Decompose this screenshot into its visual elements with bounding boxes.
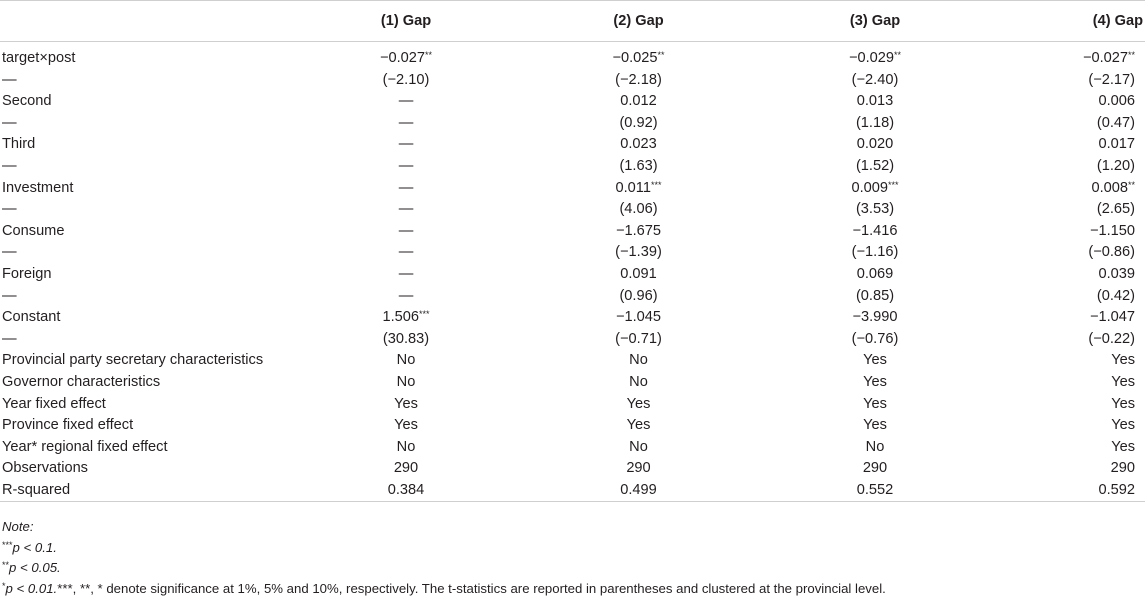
cell-value: (0.85) bbox=[856, 288, 894, 304]
row-label: Province fixed effect bbox=[0, 415, 300, 437]
table-cell bbox=[300, 372, 496, 394]
cell-value: Yes bbox=[1111, 396, 1135, 412]
table-row bbox=[0, 480, 1145, 502]
table-cell bbox=[917, 350, 1145, 372]
cell-value: 0.017 bbox=[1098, 136, 1135, 152]
table-row bbox=[0, 221, 1145, 243]
table-cell bbox=[300, 70, 496, 92]
table-cell bbox=[917, 221, 1145, 243]
table-cell bbox=[701, 286, 917, 308]
cell-value: 290 bbox=[863, 460, 887, 476]
row-label: — bbox=[0, 242, 300, 264]
row-label: — bbox=[0, 286, 300, 308]
cell-value: 0.552 bbox=[857, 482, 894, 498]
cell-value: (0.92) bbox=[619, 115, 657, 131]
cell-value: — bbox=[399, 93, 414, 109]
table-cell bbox=[701, 307, 917, 329]
cell-value: −0.029 bbox=[849, 50, 894, 66]
cell-value: −3.990 bbox=[852, 309, 897, 325]
significance-stars: ** bbox=[425, 50, 432, 60]
significance-stars: *** bbox=[419, 309, 430, 319]
cell-value: No bbox=[629, 374, 648, 390]
table-cell bbox=[496, 480, 701, 502]
table-cell bbox=[917, 437, 1145, 459]
table-cell bbox=[496, 394, 701, 416]
cell-value: 0.592 bbox=[1098, 482, 1135, 498]
row-label: R-squared bbox=[0, 480, 300, 502]
table-cell bbox=[701, 264, 917, 286]
table-cell bbox=[701, 134, 917, 156]
note-line-1 bbox=[2, 538, 1142, 559]
cell-value: 0.020 bbox=[857, 136, 894, 152]
table-cell bbox=[701, 199, 917, 221]
table-cell bbox=[917, 329, 1145, 351]
cell-value: 1.506 bbox=[382, 309, 419, 325]
table-cell bbox=[496, 329, 701, 351]
table-cell bbox=[496, 372, 701, 394]
cell-value: −0.027 bbox=[1083, 50, 1128, 66]
table-row bbox=[0, 156, 1145, 178]
cell-value: 0.069 bbox=[857, 266, 894, 282]
table-cell bbox=[701, 350, 917, 372]
cell-value: −1.416 bbox=[852, 223, 897, 239]
cell-value: No bbox=[397, 374, 416, 390]
cell-value: (1.20) bbox=[1097, 158, 1135, 174]
cell-value: — bbox=[399, 180, 414, 196]
cell-value: — bbox=[399, 223, 414, 239]
cell-value: −1.045 bbox=[616, 309, 661, 325]
table-cell bbox=[300, 415, 496, 437]
table-cell bbox=[300, 221, 496, 243]
row-label: Consume bbox=[0, 221, 300, 243]
table-cell bbox=[496, 415, 701, 437]
cell-value: Yes bbox=[1111, 417, 1135, 433]
table-row bbox=[0, 437, 1145, 459]
cell-value: No bbox=[866, 439, 885, 455]
cell-value: No bbox=[397, 352, 416, 368]
table-cell bbox=[496, 91, 701, 113]
table-cell bbox=[917, 199, 1145, 221]
significance-stars: *** bbox=[888, 180, 899, 190]
table-row bbox=[0, 415, 1145, 437]
cell-value: (0.96) bbox=[619, 288, 657, 304]
note-title: Note: bbox=[2, 517, 1142, 538]
cell-value: 0.091 bbox=[620, 266, 657, 282]
cell-value: — bbox=[399, 266, 414, 282]
row-label: Governor characteristics bbox=[0, 372, 300, 394]
cell-value: 0.008 bbox=[1091, 180, 1128, 196]
table-cell bbox=[701, 70, 917, 92]
cell-value: −0.027 bbox=[380, 50, 425, 66]
cell-value: 290 bbox=[626, 460, 650, 476]
cell-value: — bbox=[399, 201, 414, 217]
cell-value: Yes bbox=[1111, 352, 1135, 368]
table-cell bbox=[300, 329, 496, 351]
table-row bbox=[0, 42, 1145, 70]
table-body bbox=[0, 42, 1145, 502]
cell-value: (−2.17) bbox=[1088, 72, 1135, 88]
row-label: — bbox=[0, 156, 300, 178]
header-col-1: (1) Gap bbox=[300, 1, 496, 42]
table-row bbox=[0, 178, 1145, 200]
table-cell bbox=[917, 480, 1145, 502]
table-cell bbox=[917, 91, 1145, 113]
table-cell bbox=[496, 42, 701, 70]
note-line-2-text: p < 0.05. bbox=[9, 560, 61, 575]
cell-value: No bbox=[629, 352, 648, 368]
row-label: — bbox=[0, 113, 300, 135]
table-row bbox=[0, 91, 1145, 113]
table-cell bbox=[917, 307, 1145, 329]
table-cell bbox=[300, 178, 496, 200]
significance-stars: ** bbox=[1128, 50, 1135, 60]
row-label: Year* regional fixed effect bbox=[0, 437, 300, 459]
row-label: target×post bbox=[0, 42, 300, 70]
cell-value: (−1.16) bbox=[852, 244, 899, 260]
cell-value: 0.009 bbox=[851, 180, 888, 196]
cell-value: (1.52) bbox=[856, 158, 894, 174]
cell-value: (4.06) bbox=[619, 201, 657, 217]
table-cell bbox=[300, 307, 496, 329]
table-cell bbox=[496, 178, 701, 200]
table-cell bbox=[496, 113, 701, 135]
table-row bbox=[0, 113, 1145, 135]
table-cell bbox=[496, 156, 701, 178]
table-cell bbox=[701, 329, 917, 351]
table-row bbox=[0, 372, 1145, 394]
table-header bbox=[0, 1, 1145, 42]
table-row bbox=[0, 264, 1145, 286]
table-cell bbox=[917, 242, 1145, 264]
table-cell bbox=[300, 480, 496, 502]
header-col-3: (3) Gap bbox=[701, 1, 917, 42]
table-cell bbox=[917, 156, 1145, 178]
note-line-3-rest: ***, **, * denote significance at 1%, 5% and 10%, respectively. The t-statistics are reported in parentheses and clustered at the provincial level. bbox=[57, 581, 886, 596]
note-line-1-text: p < 0.1. bbox=[13, 540, 57, 555]
cell-value: 0.499 bbox=[620, 482, 657, 498]
table-cell bbox=[496, 264, 701, 286]
table-cell bbox=[496, 134, 701, 156]
table-cell bbox=[701, 113, 917, 135]
table-cell bbox=[917, 458, 1145, 480]
cell-value: 0.039 bbox=[1098, 266, 1135, 282]
table-cell bbox=[701, 91, 917, 113]
table-cell bbox=[300, 350, 496, 372]
cell-value: (0.42) bbox=[1097, 288, 1135, 304]
header-col-4: (4) Gap bbox=[917, 1, 1145, 42]
cell-value: Yes bbox=[863, 352, 887, 368]
table-cell bbox=[917, 264, 1145, 286]
cell-value: Yes bbox=[863, 374, 887, 390]
cell-value: — bbox=[399, 244, 414, 260]
cell-value: (−0.86) bbox=[1088, 244, 1135, 260]
table-row bbox=[0, 199, 1145, 221]
cell-value: (30.83) bbox=[383, 331, 429, 347]
cell-value: 0.012 bbox=[620, 93, 657, 109]
table-cell bbox=[300, 242, 496, 264]
cell-value: (−2.10) bbox=[383, 72, 430, 88]
table-cell bbox=[496, 242, 701, 264]
cell-value: Yes bbox=[1111, 374, 1135, 390]
note-line-1-stars: *** bbox=[2, 540, 13, 550]
cell-value: No bbox=[629, 439, 648, 455]
table-cell bbox=[300, 394, 496, 416]
row-label: Investment bbox=[0, 178, 300, 200]
cell-value: — bbox=[399, 288, 414, 304]
note-line-3-star: * bbox=[2, 581, 6, 591]
table-row bbox=[0, 242, 1145, 264]
significance-stars: ** bbox=[1128, 180, 1135, 190]
cell-value: −1.047 bbox=[1090, 309, 1135, 325]
table-cell bbox=[701, 372, 917, 394]
cell-value: Yes bbox=[1111, 439, 1135, 455]
table-cell bbox=[496, 221, 701, 243]
table-cell bbox=[917, 70, 1145, 92]
table-cell bbox=[300, 91, 496, 113]
cell-value: 290 bbox=[1111, 460, 1135, 476]
table-row bbox=[0, 307, 1145, 329]
cell-value: Yes bbox=[627, 417, 651, 433]
cell-value: (−2.18) bbox=[615, 72, 662, 88]
cell-value: Yes bbox=[394, 396, 418, 412]
table-notes bbox=[2, 517, 1142, 599]
table-cell bbox=[917, 42, 1145, 70]
significance-stars: ** bbox=[658, 50, 665, 60]
row-label: — bbox=[0, 199, 300, 221]
table-cell bbox=[496, 458, 701, 480]
table-cell bbox=[701, 437, 917, 459]
cell-value: 0.384 bbox=[388, 482, 425, 498]
table-cell bbox=[701, 221, 917, 243]
table-row bbox=[0, 350, 1145, 372]
table-row bbox=[0, 134, 1145, 156]
table-cell bbox=[917, 372, 1145, 394]
cell-value: (−1.39) bbox=[615, 244, 662, 260]
table-cell bbox=[701, 458, 917, 480]
cell-value: (−0.76) bbox=[852, 331, 899, 347]
table-cell bbox=[300, 113, 496, 135]
cell-value: −1.150 bbox=[1090, 223, 1135, 239]
table-cell bbox=[917, 286, 1145, 308]
note-line-2 bbox=[2, 558, 1142, 579]
cell-value: 290 bbox=[394, 460, 418, 476]
significance-stars: ** bbox=[894, 50, 901, 60]
table-cell bbox=[917, 113, 1145, 135]
cell-value: Yes bbox=[863, 417, 887, 433]
table-cell bbox=[300, 156, 496, 178]
cell-value: No bbox=[397, 439, 416, 455]
table-row bbox=[0, 286, 1145, 308]
header-label-cell bbox=[0, 1, 300, 42]
row-label: Year fixed effect bbox=[0, 394, 300, 416]
cell-value: — bbox=[399, 115, 414, 131]
cell-value: (1.18) bbox=[856, 115, 894, 131]
table-row bbox=[0, 458, 1145, 480]
table-cell bbox=[701, 394, 917, 416]
row-label: Third bbox=[0, 134, 300, 156]
cell-value: 0.013 bbox=[857, 93, 894, 109]
table-cell bbox=[300, 134, 496, 156]
note-line-3-p: p < 0.01. bbox=[6, 581, 58, 596]
header-col-2: (2) Gap bbox=[496, 1, 701, 42]
table-cell bbox=[496, 437, 701, 459]
cell-value: (−0.71) bbox=[615, 331, 662, 347]
table-cell bbox=[701, 415, 917, 437]
cell-value: (1.63) bbox=[619, 158, 657, 174]
table-cell bbox=[300, 42, 496, 70]
table-cell bbox=[917, 178, 1145, 200]
row-label: — bbox=[0, 70, 300, 92]
table-cell bbox=[496, 70, 701, 92]
table-row bbox=[0, 70, 1145, 92]
table-cell bbox=[300, 199, 496, 221]
note-line-3 bbox=[2, 579, 1142, 599]
table-cell bbox=[701, 178, 917, 200]
table-cell bbox=[300, 458, 496, 480]
table-cell bbox=[300, 286, 496, 308]
cell-value: (−0.22) bbox=[1088, 331, 1135, 347]
table-cell bbox=[701, 156, 917, 178]
table-cell bbox=[496, 307, 701, 329]
table-cell bbox=[496, 350, 701, 372]
table-cell bbox=[701, 242, 917, 264]
table-cell bbox=[917, 134, 1145, 156]
row-label: Observations bbox=[0, 458, 300, 480]
cell-value: 0.011 bbox=[616, 180, 651, 196]
cell-value: Yes bbox=[627, 396, 651, 412]
cell-value: (2.65) bbox=[1097, 201, 1135, 217]
cell-value: 0.023 bbox=[620, 136, 657, 152]
table-row bbox=[0, 394, 1145, 416]
table-cell bbox=[917, 394, 1145, 416]
row-label: Constant bbox=[0, 307, 300, 329]
table-cell bbox=[300, 264, 496, 286]
cell-value: — bbox=[399, 136, 414, 152]
cell-value: (3.53) bbox=[856, 201, 894, 217]
significance-stars: *** bbox=[651, 180, 662, 190]
table-cell bbox=[701, 42, 917, 70]
table-cell bbox=[701, 480, 917, 502]
row-label: Provincial party secretary characteristics bbox=[0, 350, 300, 372]
table-cell bbox=[496, 199, 701, 221]
note-line-2-stars: ** bbox=[2, 560, 9, 570]
cell-value: (−2.40) bbox=[852, 72, 899, 88]
row-label: Foreign bbox=[0, 264, 300, 286]
row-label: Second bbox=[0, 91, 300, 113]
cell-value: (0.47) bbox=[1097, 115, 1135, 131]
cell-value: −1.675 bbox=[616, 223, 661, 239]
cell-value: −0.025 bbox=[612, 50, 657, 66]
cell-value: — bbox=[399, 158, 414, 174]
header-row bbox=[0, 1, 1145, 42]
cell-value: Yes bbox=[863, 396, 887, 412]
table-row bbox=[0, 329, 1145, 351]
cell-value: Yes bbox=[394, 417, 418, 433]
table-cell bbox=[496, 286, 701, 308]
table-cell bbox=[917, 415, 1145, 437]
row-label: — bbox=[0, 329, 300, 351]
cell-value: 0.006 bbox=[1098, 93, 1135, 109]
table-cell bbox=[300, 437, 496, 459]
